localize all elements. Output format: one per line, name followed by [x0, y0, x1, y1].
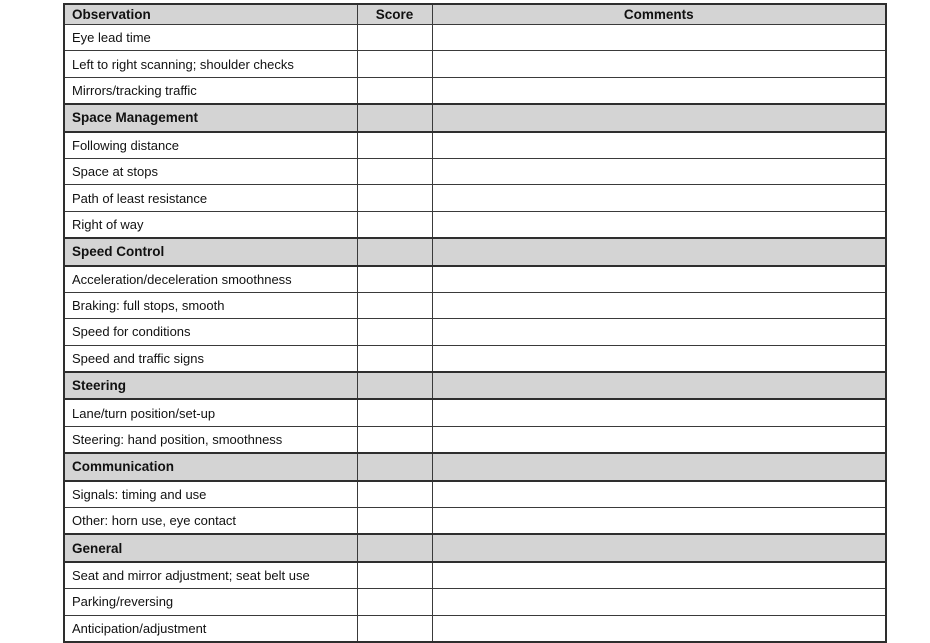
table-row [64, 615, 886, 642]
score-cell [357, 372, 432, 399]
observation-label: Mirrors/tracking traffic [64, 77, 357, 104]
observation-label: Acceleration/deceleration smoothness [64, 266, 357, 293]
comments-cell [432, 399, 886, 426]
score-cell [357, 534, 432, 561]
section-row [64, 453, 886, 480]
table-row [64, 51, 886, 77]
score-cell [357, 481, 432, 508]
score-cell [357, 51, 432, 77]
table-row [64, 266, 886, 293]
table-row [64, 508, 886, 535]
comments-cell [432, 51, 886, 77]
section-row [64, 372, 886, 399]
table-body [64, 25, 886, 642]
table-row [64, 589, 886, 615]
comments-cell [432, 615, 886, 642]
section-row [64, 238, 886, 265]
score-cell [357, 292, 432, 318]
observation-label: Eye lead time [64, 25, 357, 51]
score-cell [357, 562, 432, 589]
comments-cell [432, 132, 886, 159]
score-cell [357, 266, 432, 293]
comments-cell [432, 319, 886, 345]
header-row [64, 4, 886, 25]
comments-cell [432, 292, 886, 318]
section-label: Speed Control [64, 238, 357, 265]
comments-cell [432, 238, 886, 265]
score-cell [357, 132, 432, 159]
column-header-comments: Comments [432, 4, 886, 25]
column-header-score: Score [357, 4, 432, 25]
comments-cell [432, 453, 886, 480]
section-row [64, 534, 886, 561]
comments-cell [432, 589, 886, 615]
table-row [64, 481, 886, 508]
column-header-observation: Observation [64, 4, 357, 25]
score-cell [357, 185, 432, 211]
table-row [64, 185, 886, 211]
observation-label: Other: horn use, eye contact [64, 508, 357, 535]
observation-label: Left to right scanning; shoulder checks [64, 51, 357, 77]
comments-cell [432, 211, 886, 238]
table-row [64, 345, 886, 372]
table-row [64, 25, 886, 51]
observation-label: Following distance [64, 132, 357, 159]
section-label: Communication [64, 453, 357, 480]
table-row [64, 399, 886, 426]
section-label: General [64, 534, 357, 561]
comments-cell [432, 104, 886, 131]
table-row [64, 77, 886, 104]
table-row [64, 158, 886, 184]
comments-cell [432, 534, 886, 561]
comments-cell [432, 25, 886, 51]
evaluation-table [63, 3, 887, 643]
observation-label: Path of least resistance [64, 185, 357, 211]
observation-label: Speed and traffic signs [64, 345, 357, 372]
score-cell [357, 238, 432, 265]
table-row [64, 132, 886, 159]
table-row [64, 211, 886, 238]
comments-cell [432, 77, 886, 104]
comments-cell [432, 562, 886, 589]
table-row [64, 562, 886, 589]
comments-cell [432, 508, 886, 535]
comments-cell [432, 481, 886, 508]
score-cell [357, 211, 432, 238]
score-cell [357, 25, 432, 51]
observation-label: Parking/reversing [64, 589, 357, 615]
score-cell [357, 453, 432, 480]
comments-cell [432, 345, 886, 372]
section-row [64, 104, 886, 131]
score-cell [357, 77, 432, 104]
comments-cell [432, 426, 886, 453]
section-label: Space Management [64, 104, 357, 131]
table-row [64, 426, 886, 453]
score-cell [357, 345, 432, 372]
comments-cell [432, 372, 886, 399]
section-label: Steering [64, 372, 357, 399]
observation-label: Signals: timing and use [64, 481, 357, 508]
score-cell [357, 158, 432, 184]
table-header [64, 4, 886, 25]
observation-label: Braking: full stops, smooth [64, 292, 357, 318]
comments-cell [432, 266, 886, 293]
observation-label: Speed for conditions [64, 319, 357, 345]
score-cell [357, 589, 432, 615]
observation-label: Anticipation/adjustment [64, 615, 357, 642]
score-cell [357, 426, 432, 453]
observation-label: Steering: hand position, smoothness [64, 426, 357, 453]
table-row [64, 292, 886, 318]
score-cell [357, 399, 432, 426]
score-cell [357, 104, 432, 131]
observation-label: Lane/turn position/set-up [64, 399, 357, 426]
observation-label: Right of way [64, 211, 357, 238]
observation-label: Space at stops [64, 158, 357, 184]
comments-cell [432, 185, 886, 211]
score-cell [357, 615, 432, 642]
score-cell [357, 319, 432, 345]
score-cell [357, 508, 432, 535]
table-row [64, 319, 886, 345]
observation-label: Seat and mirror adjustment; seat belt use [64, 562, 357, 589]
comments-cell [432, 158, 886, 184]
